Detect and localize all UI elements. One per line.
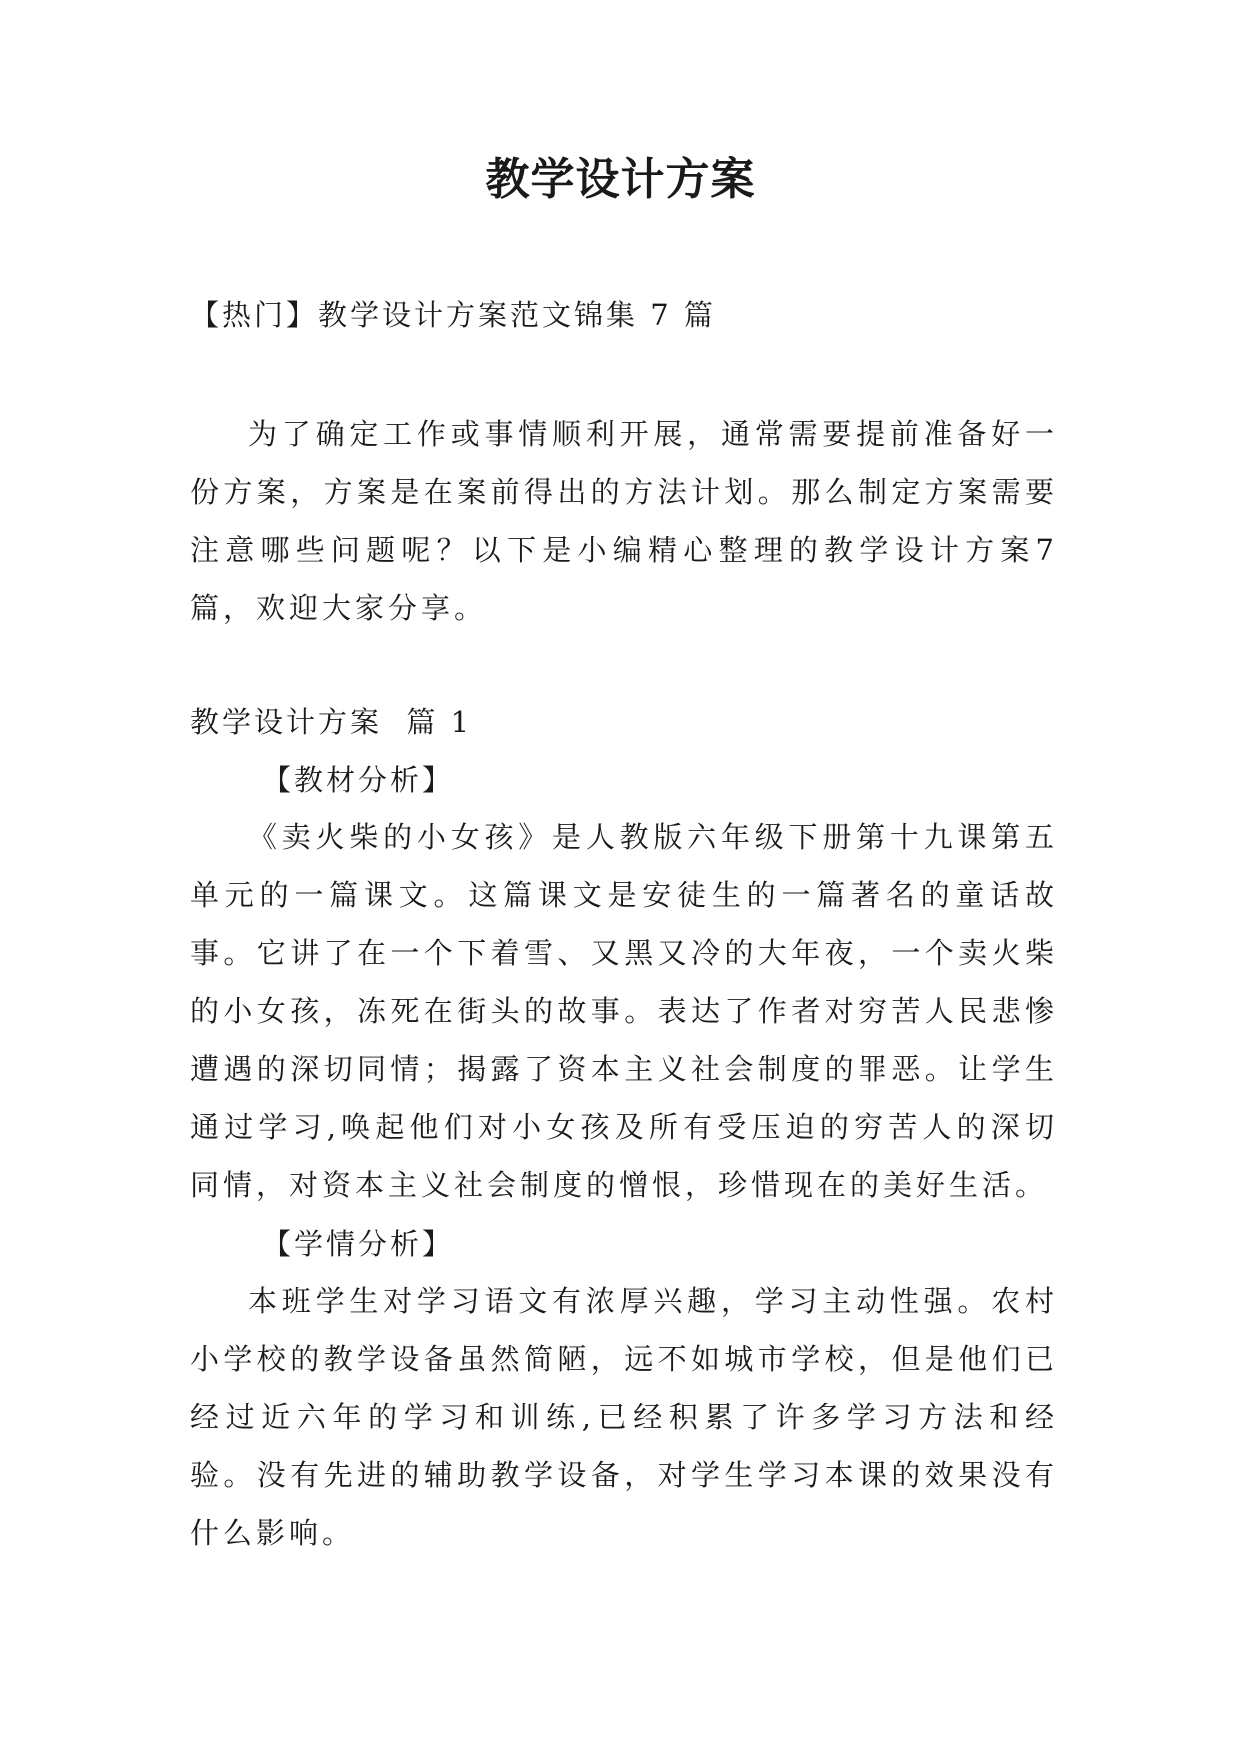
learning-analysis-heading: 【学情分析】 <box>262 1227 455 1261</box>
material-analysis-paragraph: 《卖火柴的小女孩》是人教版六年级下册第十九课第五单元的一篇课文。这篇课文是安徒生的一篇著名的童话故事。它讲了在一个下着雪、又黑又冷的大年夜，一个卖火柴的小女孩，冻死在街头的故事。表达了作者对穷苦人民悲惨遭遇的深切同情；揭露了资本主义社会制度的罪恶。让学生通过学习,唤起他们对小女孩及所有受压迫的穷苦人的深切同情，对资本主义社会制度的憎恨，珍惜现在的美好生活。 <box>190 820 1058 1202</box>
document-title: 教学设计方案 <box>485 154 756 205</box>
material-analysis-heading: 【教材分析】 <box>262 763 455 797</box>
intro-paragraph-block <box>190 405 1058 637</box>
learning-analysis-paragraph: 本班学生对学习语文有浓厚兴趣，学习主动性强。农村小学校的教学设备虽然简陋，远不如城市学校，但是他们已经过近六年的学习和训练,已经积累了许多学习方法和经验。没有先进的辅助教学设备，对学生学习本课的效果没有什么影响。 <box>190 1284 1058 1550</box>
intro-paragraph: 为了确定工作或事情顺利开展，通常需要提前准备好一份方案，方案是在案前得出的方法计划。那么制定方案需要注意哪些问题呢？以下是小编精心整理的教学设计方案7篇，欢迎大家分享。 <box>190 417 1058 625</box>
document-subtitle: 【热门】教学设计方案范文锦集 7 篇 <box>190 298 716 332</box>
section-heading: 教学设计方案 篇 1 <box>190 705 473 739</box>
learning-analysis-block <box>190 1272 1058 1562</box>
material-analysis-block <box>190 808 1058 1214</box>
